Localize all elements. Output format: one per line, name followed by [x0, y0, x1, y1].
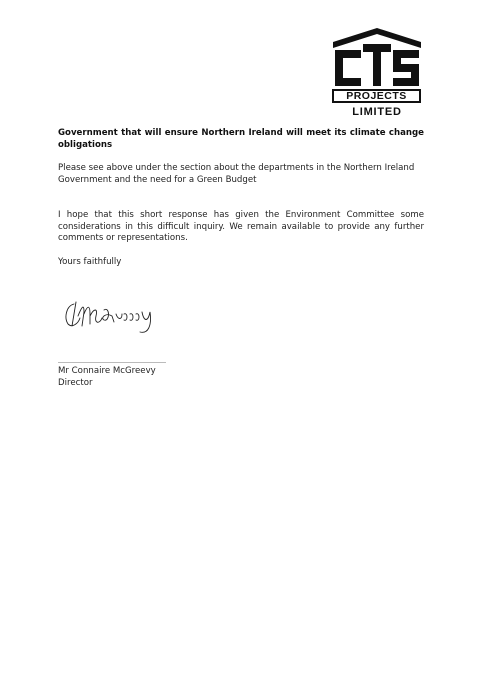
handwritten-signature — [60, 296, 180, 336]
signature-line — [58, 362, 166, 363]
cts-logo-mark — [331, 28, 423, 90]
closing-salutation: Yours faithfully — [58, 257, 122, 267]
paragraph-closing-remarks: I hope that this short response has given the Environment Committee some considerations in this difficult inquiry. We remain available to provide any further comments or representations. — [58, 210, 424, 243]
section-heading: Government that will ensure Northern Ireland will meet its climate change obligations — [58, 128, 424, 150]
logo-projects-bar: PROJECTS — [332, 89, 421, 103]
company-logo — [331, 28, 423, 128]
paragraph-green-budget: Please see above under the section about the departments in the Northern Ireland Government and the need for a Green Budget — [58, 163, 415, 185]
logo-limited-text: LIMITED — [352, 106, 402, 118]
signatory-title: Director — [58, 378, 93, 388]
signatory-name: Mr Connaire McGreevy — [58, 366, 156, 376]
